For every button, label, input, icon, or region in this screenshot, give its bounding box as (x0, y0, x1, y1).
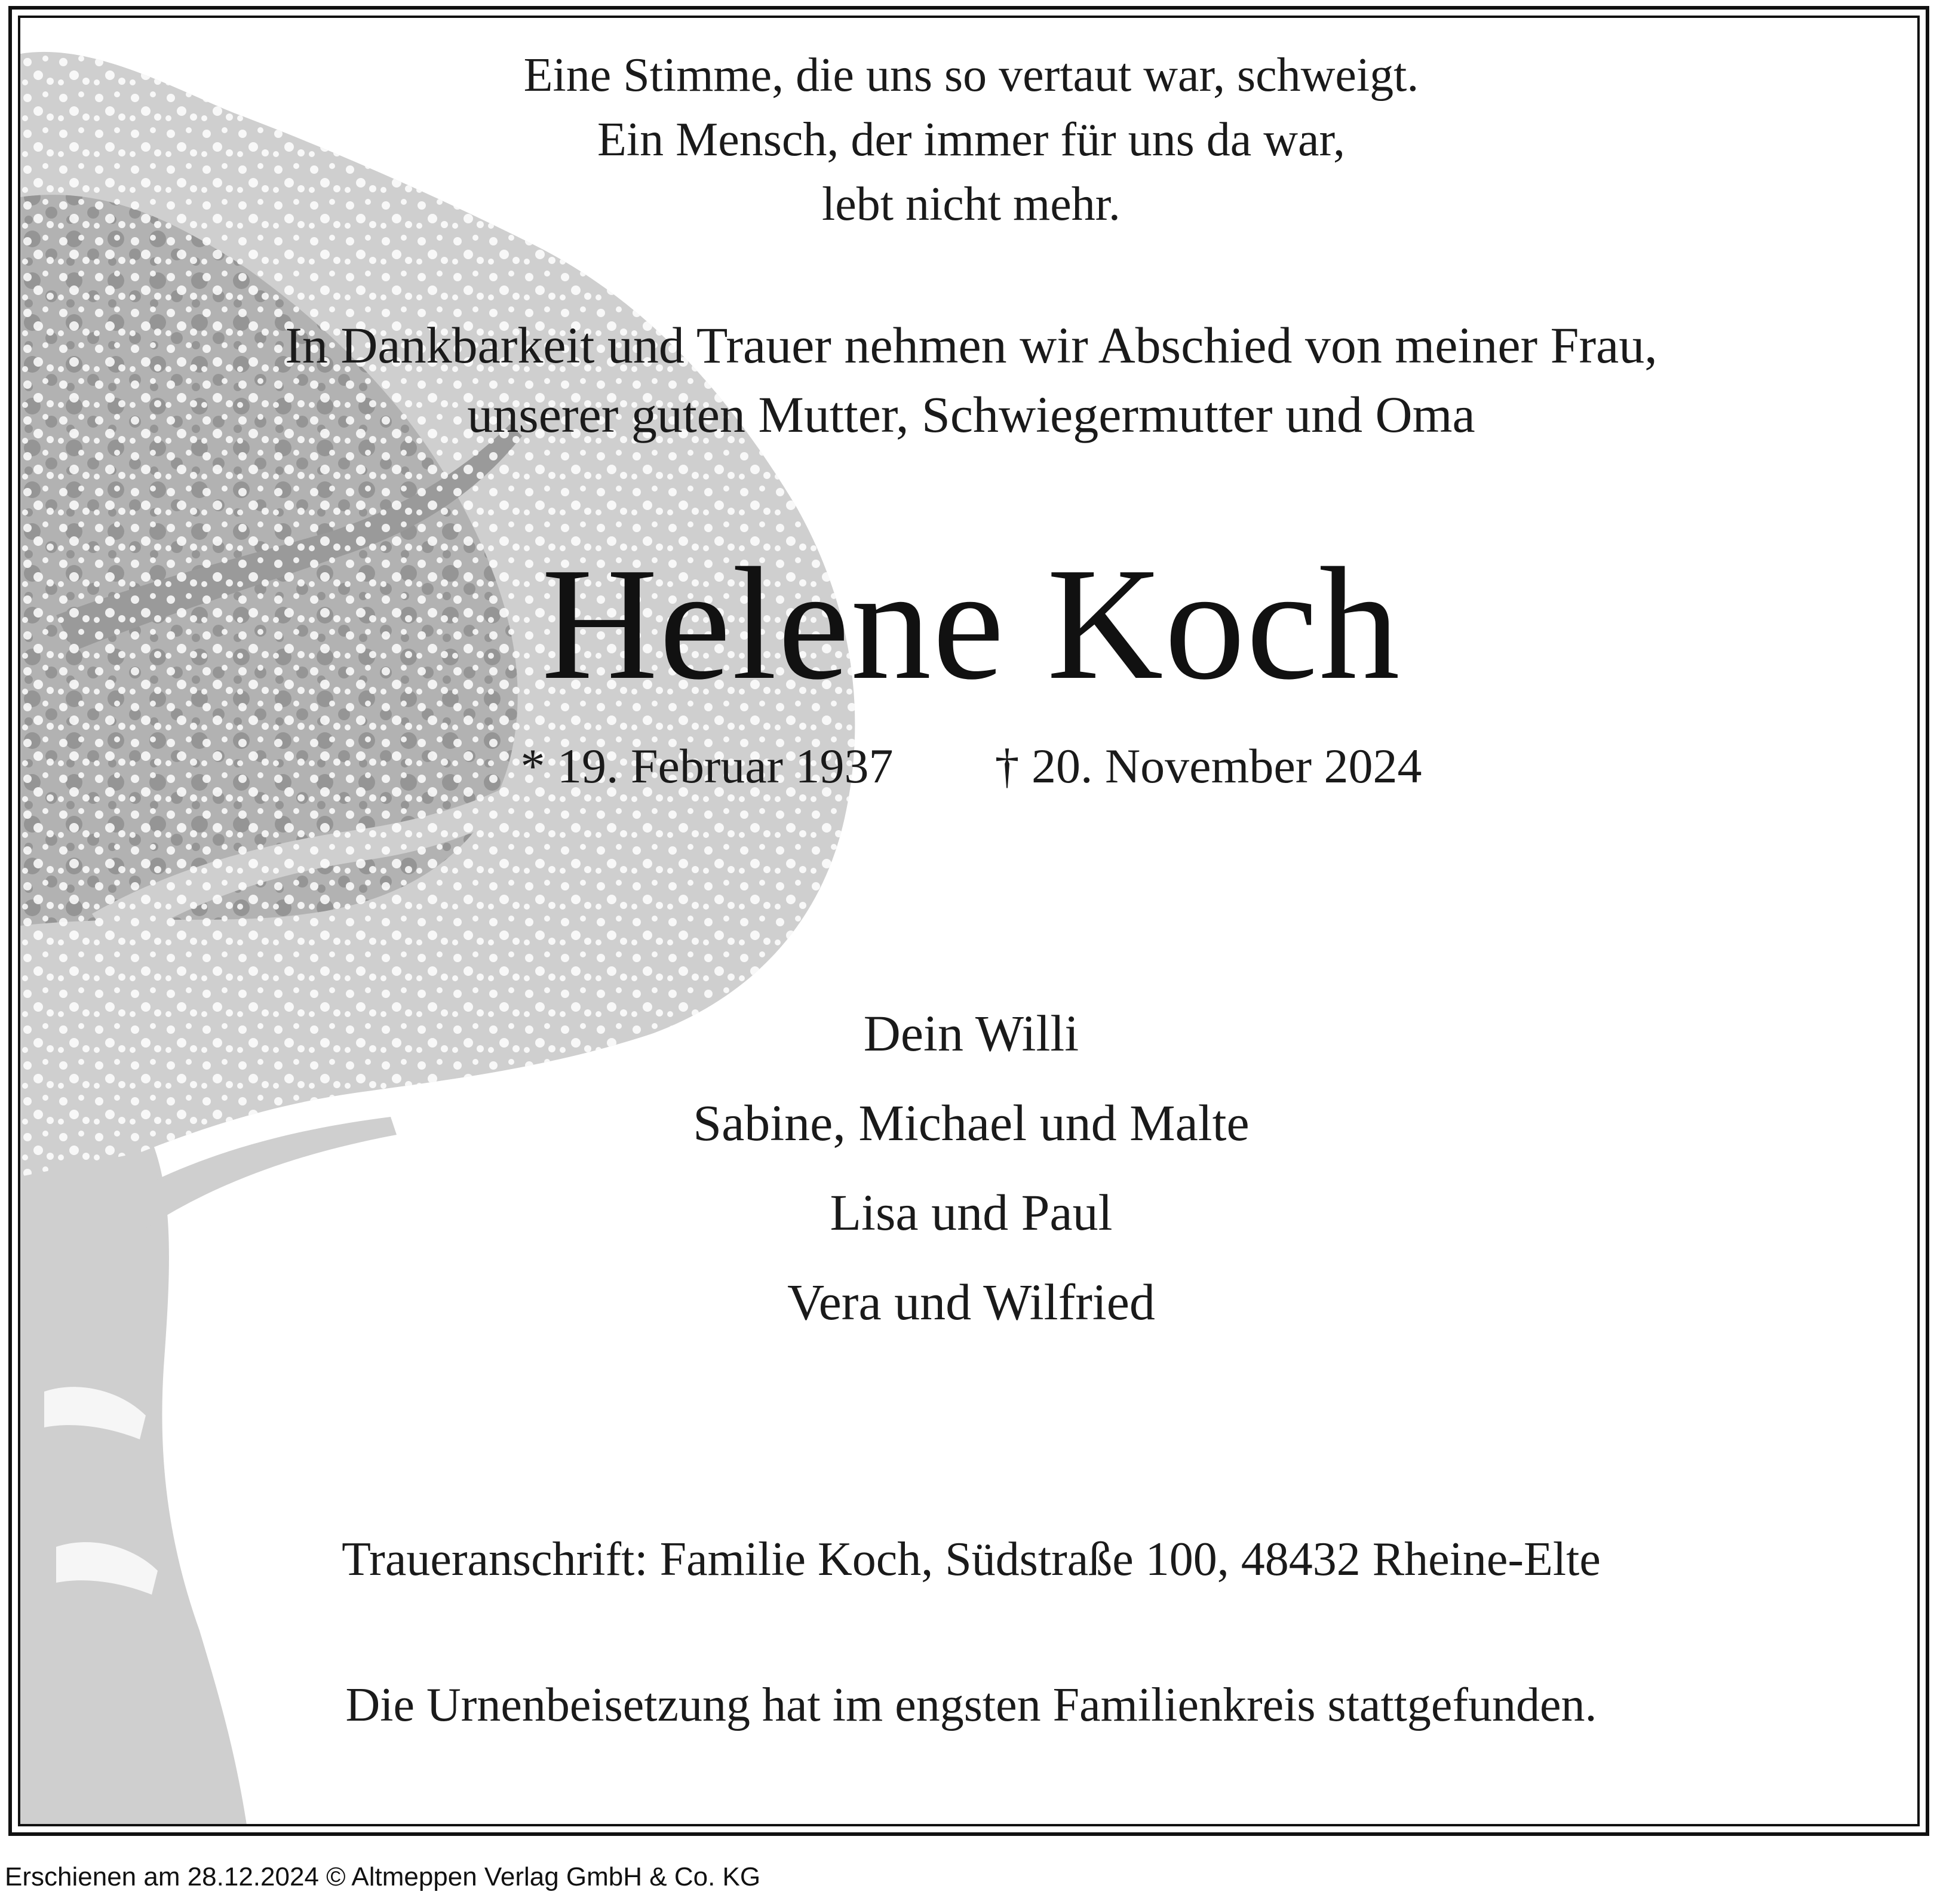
publication-credit: Erschienen am 28.12.2024 © Altmeppen Verlag GmbH & Co. KG (5, 1862, 761, 1891)
family-line-1: Dein Willi (863, 1005, 1079, 1062)
intro-line-1: In Dankbarkeit und Trauer nehmen wir Abschied von meiner Frau, (285, 317, 1657, 374)
intro-line-2: unserer guten Mutter, Schwiegermutter und Oma (467, 386, 1475, 443)
family-line-4: Vera und Wilfried (787, 1273, 1155, 1331)
obituary-frame (18, 16, 1920, 1826)
mourning-address: Traueranschrift: Familie Koch, Südstraße 100, 48432 Rheine-Elte (342, 1533, 1601, 1586)
poem-line-2: Ein Mensch, der immer für uns da war, (597, 113, 1345, 166)
burial-note: Die Urnenbeisetzung hat im engsten Familienkreis stattgefunden. (345, 1679, 1597, 1731)
poem-line-3: lebt nicht mehr. (822, 178, 1121, 231)
birth-date: * 19. Februar 1937 (520, 739, 894, 793)
family-line-2: Sabine, Michael und Malte (693, 1094, 1250, 1151)
poem-line-1: Eine Stimme, die uns so vertaut war, schweigt. (523, 49, 1419, 102)
life-dates (20, 738, 1920, 794)
obituary-content (20, 18, 1920, 1826)
death-date: † 20. November 2024 (994, 739, 1422, 793)
deceased-name: Helene Koch (541, 535, 1401, 713)
family-line-3: Lisa und Paul (830, 1184, 1113, 1241)
